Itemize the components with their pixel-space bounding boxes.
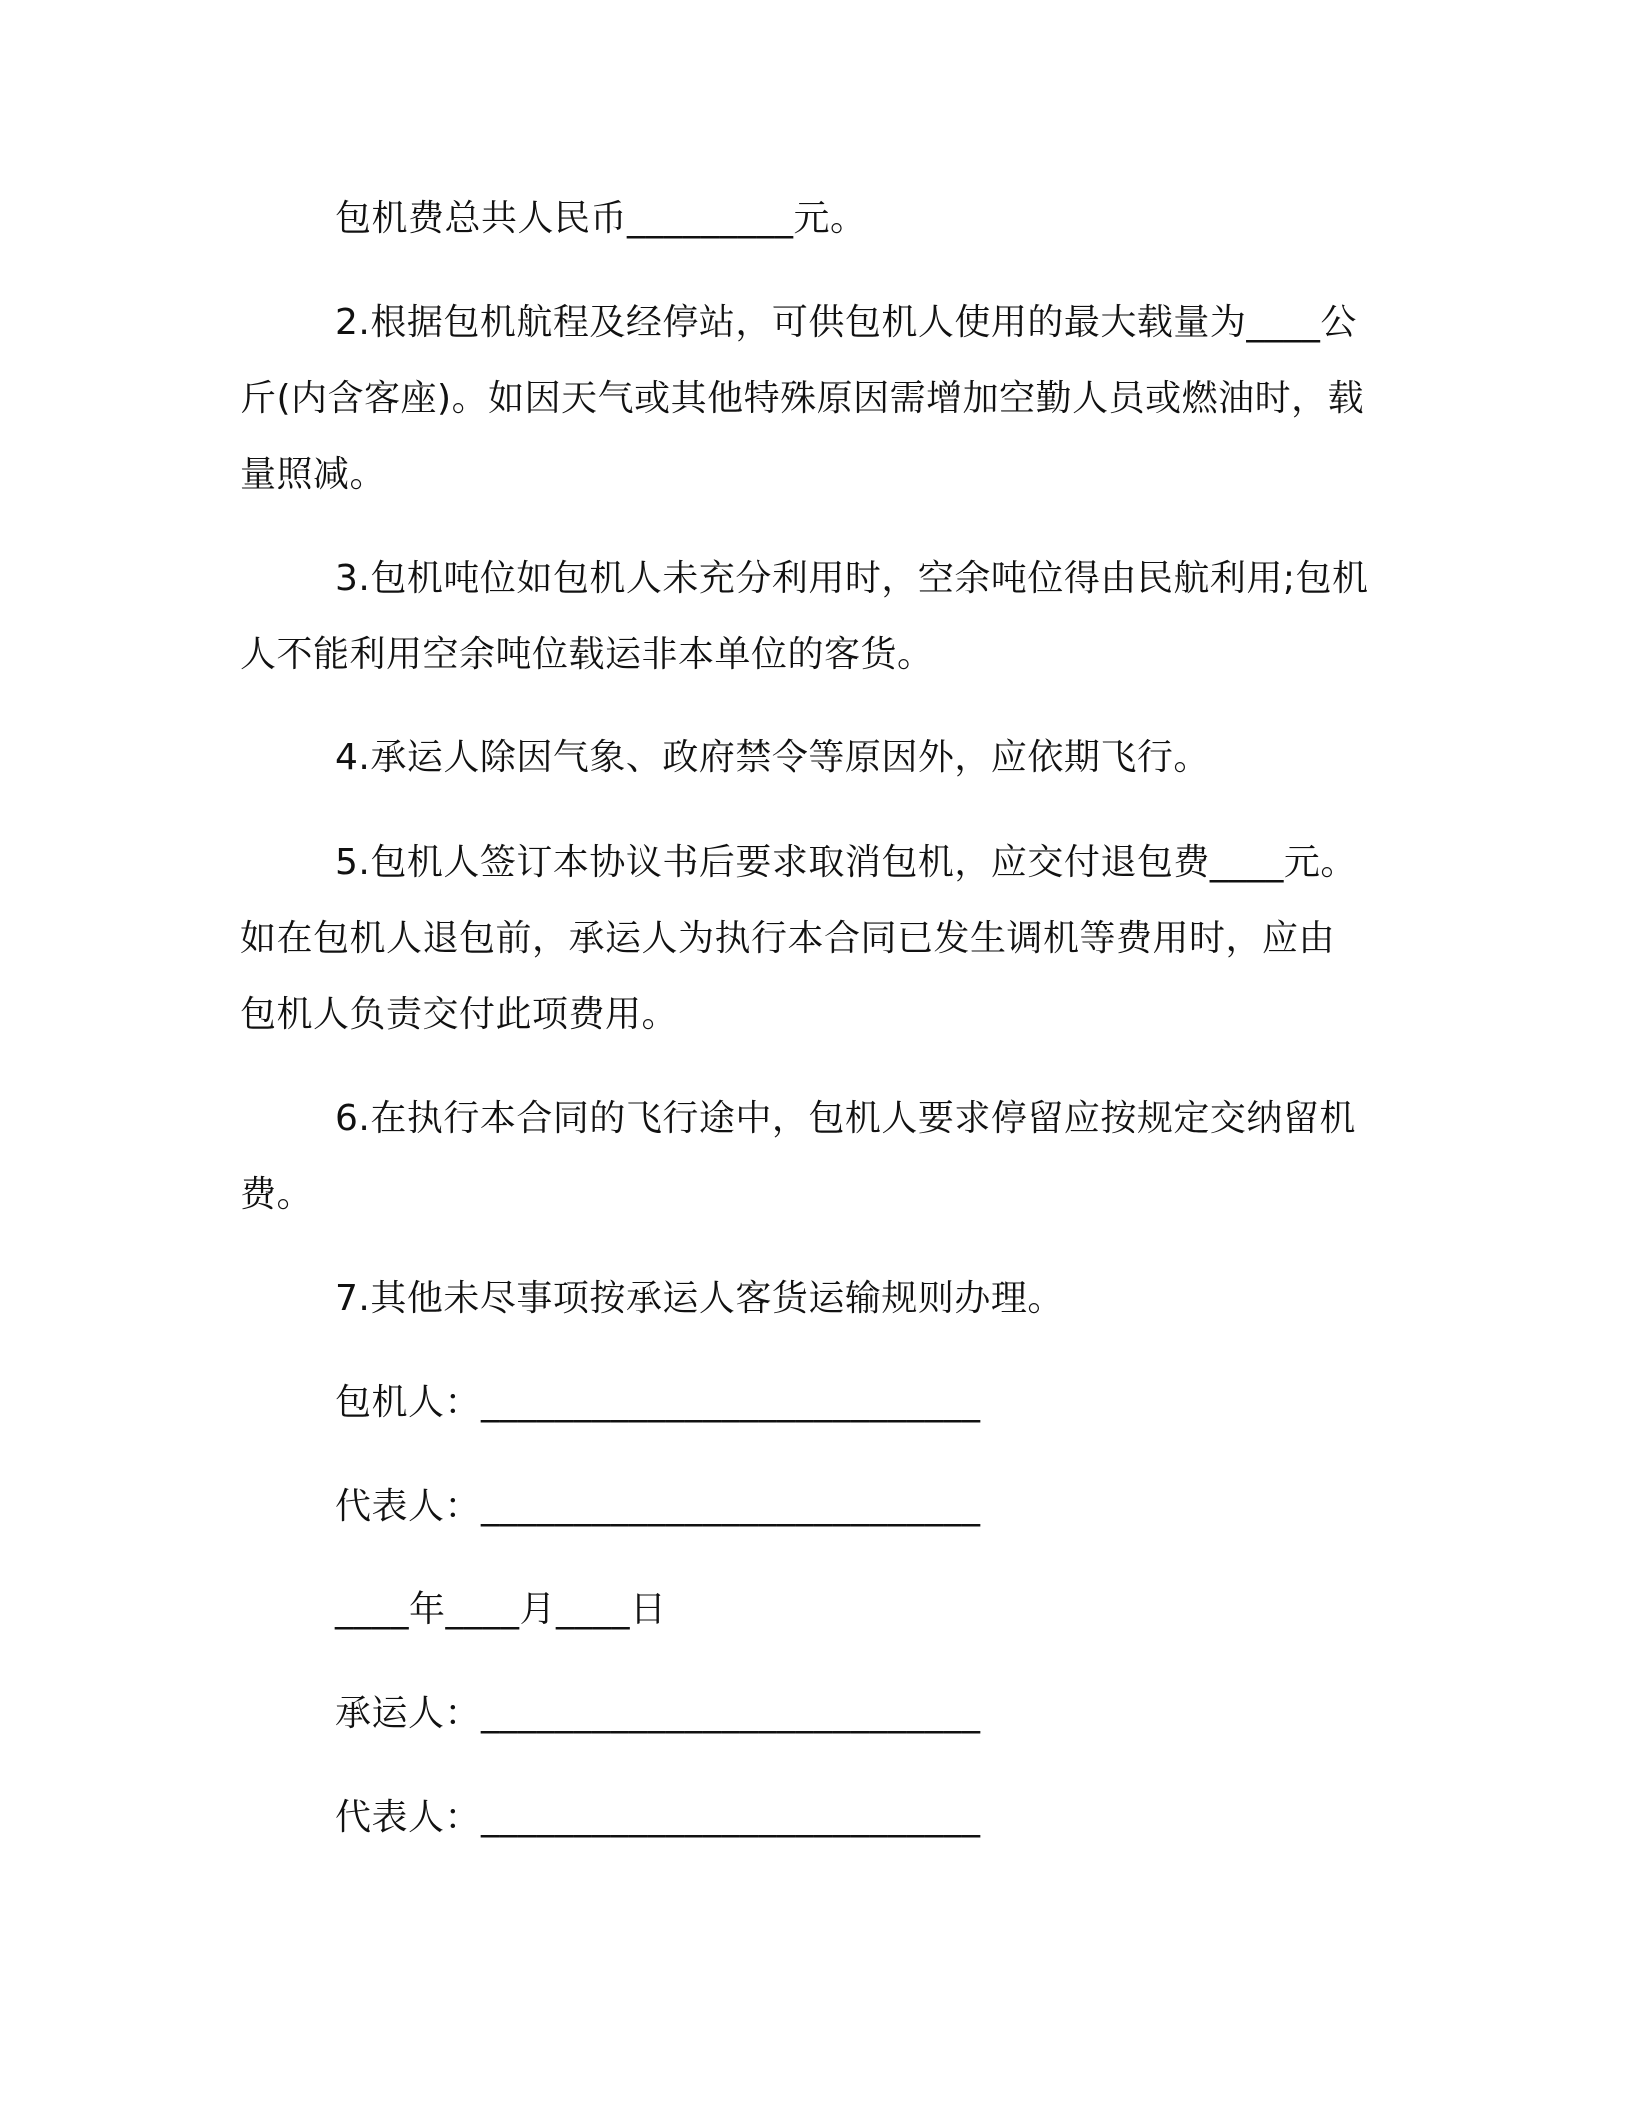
clause-2-line-1: 2.根据包机航程及经停站，可供包机人使用的最大载量为____公 — [335, 302, 1357, 343]
date-line: ____年____月____日 — [335, 1589, 667, 1630]
clause-6-line-1: 6.在执行本合同的飞行途中，包机人要求停留应按规定交纳留机 — [335, 1098, 1356, 1139]
charterer-representative-line: 代表人：___________________________ — [335, 1486, 981, 1527]
clause-4-line-1: 4.承运人除因气象、政府禁令等原因外，应依期飞行。 — [335, 737, 1210, 778]
clause-2-line-3: 量照减。 — [240, 454, 387, 495]
carrier-signature-line: 承运人：___________________________ — [335, 1693, 981, 1734]
charterer-signature-line: 包机人：___________________________ — [335, 1382, 981, 1423]
clause-7-line-1: 7.其他未尽事项按承运人客货运输规则办理。 — [335, 1278, 1064, 1319]
clause-3-line-2: 人不能利用空余吨位载运非本单位的客货。 — [240, 634, 934, 675]
charter-fee-line: 包机费总共人民币_________元。 — [335, 198, 867, 239]
clause-5-line-1: 5.包机人签订本协议书后要求取消包机，应交付退包费____元。 — [335, 842, 1357, 883]
carrier-representative-line: 代表人：___________________________ — [335, 1797, 981, 1838]
clause-2-line-2: 斤(内含客座)。如因天气或其他特殊原因需增加空勤人员或燃油时，载 — [240, 378, 1365, 419]
clause-3-line-1: 3.包机吨位如包机人未充分利用时，空余吨位得由民航利用;包机 — [335, 558, 1369, 599]
clause-6-line-2: 费。 — [240, 1174, 314, 1215]
clause-5-line-2: 如在包机人退包前，承运人为执行本合同已发生调机等费用时，应由 — [240, 918, 1336, 959]
clause-5-line-3: 包机人负责交付此项费用。 — [240, 994, 679, 1035]
